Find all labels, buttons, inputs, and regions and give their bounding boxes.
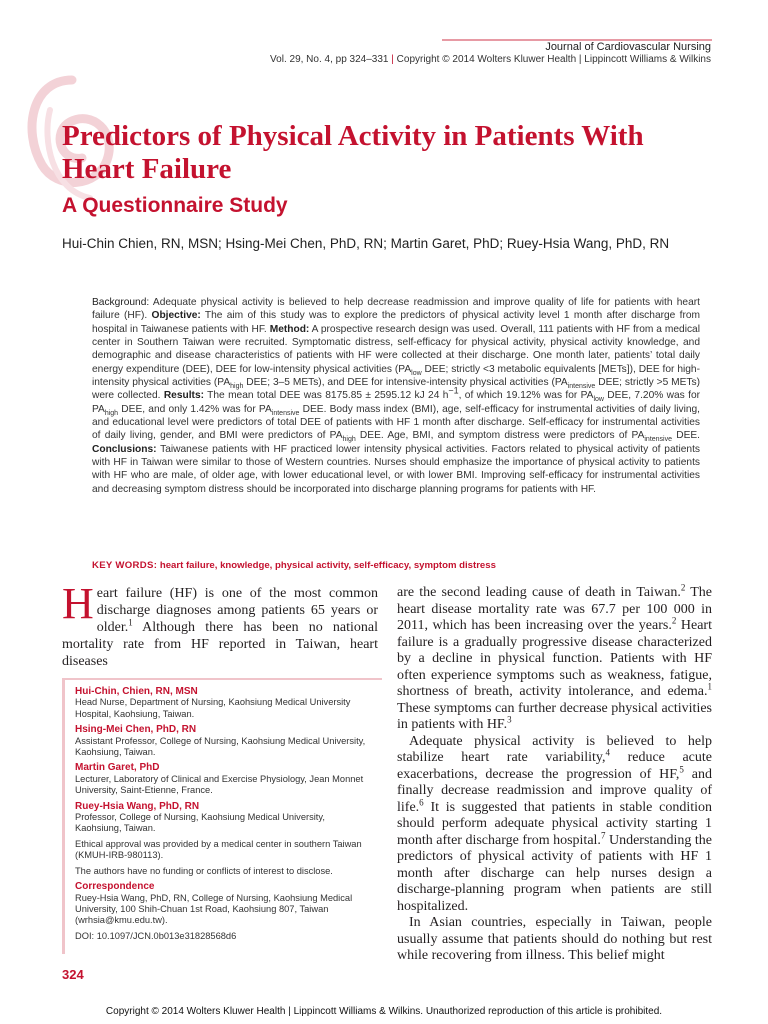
body-left-column bbox=[62, 579, 378, 670]
abstract-method: DEE; strictly >5 METs) were collected. bbox=[92, 377, 701, 402]
body-text: Heart failure is a gradually progressive disease characterized by a decline in physical function. Patients with HF often experience symptoms such as weakness, fatigue, shortness of breath, activity intolerance, and edema. bbox=[397, 618, 712, 699]
reference-marker: 2 bbox=[680, 582, 686, 593]
article-subtitle: A Questionnaire Study bbox=[62, 194, 288, 217]
reference-marker: 3 bbox=[507, 714, 512, 725]
affiliation-entry bbox=[75, 724, 374, 758]
author-affiliations-box bbox=[62, 678, 382, 954]
subscript-low: low bbox=[593, 396, 604, 404]
keywords-label: KEY WORDS: bbox=[92, 560, 158, 571]
correspondence bbox=[75, 881, 374, 927]
superscript-minus-one: −1 bbox=[448, 386, 459, 397]
body-text: Adequate physical activity is believed to help stabilize heart rate variability, bbox=[397, 733, 712, 765]
abstract-conclusions: Taiwanese patients with HF practiced lower intensity physical activities. Factors related to physical activity of patients with HF in Taiwan were similar to those of Western countries. Nurses should emphasize the importance of physical activity to patients with HF who are male, of older age, with lower educational level, or with lower BMI. Improving self-efficacy for instrumental activities and decreasing symptom distress should be incorporated into discharge planning programs for patients with HF. bbox=[92, 443, 700, 495]
subscript-low: low bbox=[411, 369, 422, 377]
abstract-objective-label: Objective: bbox=[151, 310, 201, 322]
copyright-line: Copyright © 2014 Wolters Kluwer Health | Lippincott Williams & Wilkins bbox=[396, 54, 711, 65]
abstract-results: DEE. bbox=[672, 430, 700, 442]
affiliation-name: Hsing-Mei Chen, PhD, RN bbox=[75, 724, 197, 736]
body-text: These symptoms can further decrease physical activities in patients with HF. bbox=[397, 700, 712, 732]
journal-meta bbox=[270, 54, 711, 65]
body-text: It is suggested that patients in stable condition should perform adequate physical activity starting 1 month after discharge from hospital. bbox=[397, 799, 712, 848]
reference-marker: 1 bbox=[707, 681, 712, 692]
body-paragraph bbox=[397, 734, 712, 916]
body-text: Understanding the predictors of physical activity of patients with HF 1 month after discharge can help nurses design a discharge-planning program when patients are still hospitalized. bbox=[397, 832, 713, 914]
affiliation-entry bbox=[75, 762, 374, 796]
body-text: are the second leading cause of death in Taiwan. bbox=[397, 585, 681, 600]
affiliation-name: Hui-Chin, Chien, RN, MSN bbox=[75, 686, 198, 697]
reference-marker: 6 bbox=[419, 796, 424, 807]
abstract-method: A prospective research design was used. Overall, 111 patients with HF from a medical center in Southern Taiwan were recruited. Symptomatic distress, self-efficacy for physical activity, physical activity knowledge, and demographic and disease characteristics of patients with HF were collected at their discharge. One month later, patients’ total daily energy expenditure (DEE), DEE for low-intensity physical activities (PA bbox=[92, 323, 700, 375]
affiliation-name: Ruey-Hsia Wang, PhD, RN bbox=[75, 800, 200, 812]
doi: DOI: 10.1097/JCN.0b013e31828568d6 bbox=[75, 930, 237, 941]
body-text: and finally decrease readmission and improve quality of life. bbox=[397, 766, 712, 815]
body-text: reduce acute exacerbations, decrease the progression of HF, bbox=[397, 750, 712, 782]
abstract bbox=[92, 296, 700, 496]
correspondence-label: Correspondence bbox=[75, 881, 155, 893]
affiliation-entry bbox=[75, 801, 374, 835]
abstract-results: , of which 19.12% was for PA bbox=[458, 390, 594, 402]
meta-separator: | bbox=[391, 54, 394, 65]
body-text: The heart disease mortality rate was 67.7 per 100 000 in 2011, which has been increasing over the years. bbox=[397, 585, 713, 633]
subscript-intensive: intensive bbox=[271, 409, 300, 417]
body-text: In Asian countries, especially in Taiwan, people usually assume that patients should do nothing but rest while recovering from illness. This belief might bbox=[397, 915, 712, 963]
drop-cap: H bbox=[62, 579, 94, 628]
subscript-high: high bbox=[342, 436, 356, 444]
keywords-list: heart failure, knowledge, physical activity, self-efficacy, symptom distress bbox=[157, 560, 496, 571]
abstract-method: DEE; 3–5 METs), and DEE for intensive-intensity physical activities (PA bbox=[243, 377, 568, 389]
affiliation-text: Lecturer, Laboratory of Clinical and Exercise Physiology, Jean Monnet University, Saint-Etienne, France. bbox=[75, 773, 364, 796]
abstract-results: DEE. Body mass index (BMI), age, self-efficacy for instrumental activities of daily living, and educational level were predictors of total DEE of patients with HF 1 month after discharge. Self-efficacy for instrumental activities of daily living, gender, and BMI were predictors of PA bbox=[92, 403, 700, 442]
reference-marker: 7 bbox=[600, 829, 606, 840]
subscript-high: high bbox=[104, 409, 119, 417]
abstract-background: Adequate physical activity is believed to help decrease readmission and improve quality of life for patients with heart failure (HF). bbox=[92, 297, 700, 322]
affiliation-text: Head Nurse, Department of Nursing, Kaohsiung Medical University Hospital, Kaohsiung, Taiwan. bbox=[75, 697, 351, 719]
body-right-column bbox=[397, 582, 713, 965]
reference-marker: 2 bbox=[671, 615, 677, 626]
page-number: 324 bbox=[62, 967, 84, 982]
affiliation-name: Martin Garet, PhD bbox=[75, 762, 160, 774]
funding-statement: The authors have no funding or conflicts of interest to disclose. bbox=[75, 865, 333, 876]
affiliation-text: Professor, College of Nursing, Kaohsiung Medical University, Kaohsiung, Taiwan. bbox=[75, 812, 325, 834]
body-text: eart failure (HF) is one of the most common discharge diagnoses among patients 65 years or older. bbox=[96, 586, 378, 636]
correspondence-text: Ruey-Hsia Wang, PhD, RN, College of Nursing, Kaohsiung Medical University, 100 Shih-Chuan 1st Road, Kaohsiung 807, Taiwan (wrhsia@kmu.edu.tw). bbox=[75, 892, 353, 926]
subscript-high: high bbox=[230, 383, 244, 391]
reference-marker: 5 bbox=[679, 763, 684, 774]
subscript-intensive: intensive bbox=[567, 383, 596, 391]
body-text: Although there has been no national mortality rate from HF reported in Taiwan, heart diseases bbox=[62, 620, 378, 670]
reference-marker: 4 bbox=[605, 747, 610, 758]
body-paragraph bbox=[397, 915, 712, 965]
article-title: Predictors of Physical Activity in Patients With Heart Failure bbox=[62, 120, 644, 185]
journal-name: Journal of Cardiovascular Nursing bbox=[545, 41, 711, 53]
abstract-conclusions-label: Conclusions: bbox=[92, 443, 157, 455]
abstract-objective: The aim of this study was to explore the predictors of physical activity level 1 month after discharge from hospital in Taiwanese patients with HF. bbox=[92, 310, 700, 335]
keywords bbox=[92, 560, 712, 571]
affiliation-text: Assistant Professor, College of Nursing, Kaohsiung Medical University, Kaohsiung, Taiwan. bbox=[75, 735, 366, 758]
copyright-footer: Copyright © 2014 Wolters Kluwer Health | Lippincott Williams & Wilkins. Unauthorized reproduction of this article is prohibited. bbox=[105, 1006, 663, 1017]
abstract-background-label: Background: bbox=[92, 297, 150, 308]
reference-marker: 1 bbox=[128, 617, 133, 628]
abstract-method: DEE; strictly <3 metabolic equivalents [METs]), DEE for high-intensity physical activities (PA bbox=[92, 363, 700, 389]
abstract-results: The mean total DEE was 8175.85 ± 2595.12 kJ 24 h bbox=[204, 390, 449, 402]
abstract-method-label: Method: bbox=[269, 323, 310, 335]
author-list: Hui-Chin Chien, RN, MSN; Hsing-Mei Chen, PhD, RN; Martin Garet, PhD; Ruey-Hsia Wang, PhD, RN bbox=[62, 236, 670, 251]
ethics-statement: Ethical approval was provided by a medical center in southern Taiwan (KMUH-IRB-980113). bbox=[75, 838, 362, 861]
abstract-results: DEE, and only 1.42% was for PA bbox=[118, 403, 272, 415]
affiliation-entry bbox=[75, 686, 374, 720]
abstract-results-label: Results: bbox=[163, 390, 205, 402]
body-paragraph bbox=[397, 582, 713, 734]
abstract-results: DEE. Age, BMI, and symptom distress were predictors of PA bbox=[355, 430, 645, 442]
abstract-results: DEE, 7.20% was for PA bbox=[92, 390, 701, 415]
subscript-intensive: intensive bbox=[644, 436, 673, 444]
volume-pages: Vol. 29, No. 4, pp 324–331 bbox=[270, 54, 389, 65]
